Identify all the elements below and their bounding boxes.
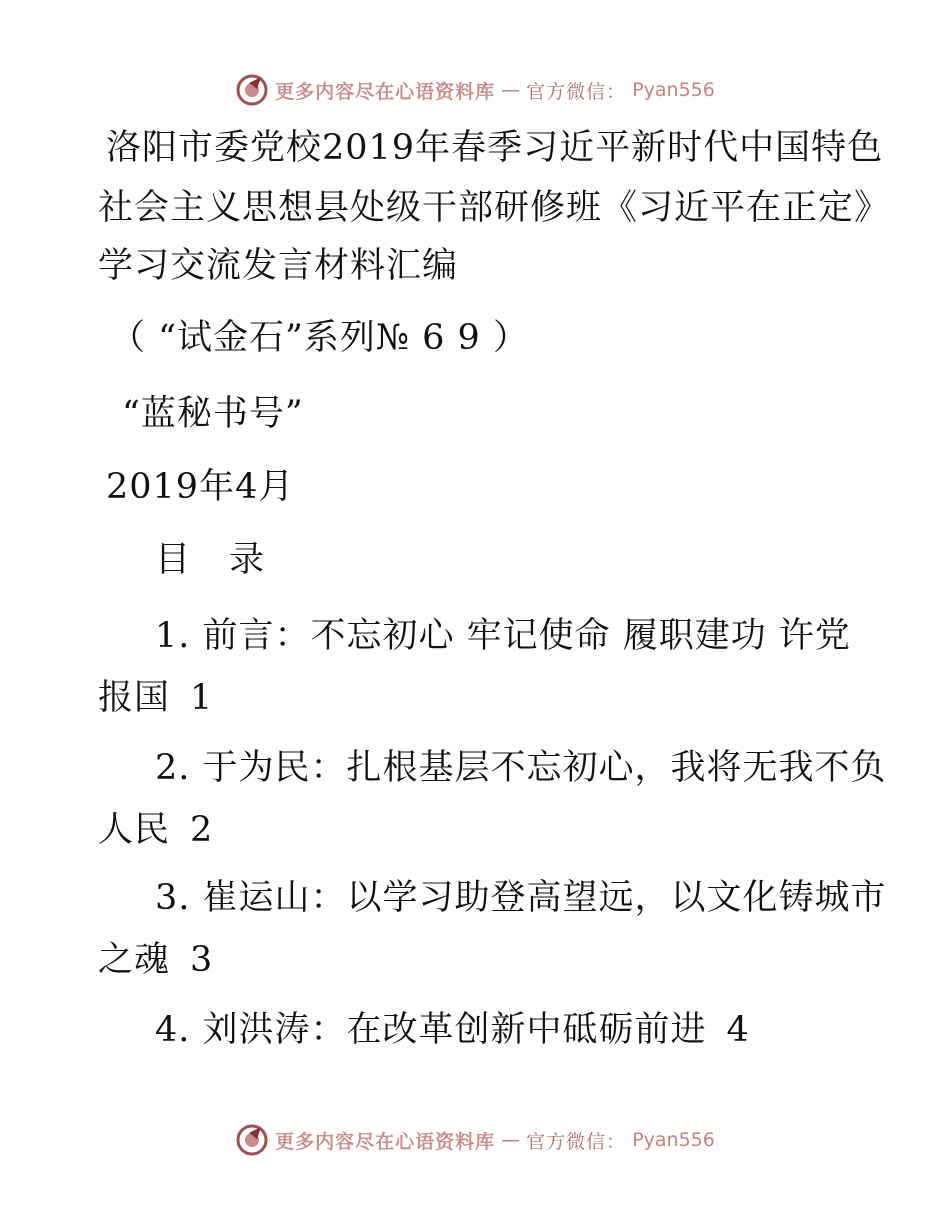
toc-item-3-line-1: 3. 崔运山：以学习助登高望远，以文化铸城市 bbox=[155, 878, 887, 918]
toc-item-4-page: 4 bbox=[726, 1010, 750, 1050]
logo-icon bbox=[235, 1123, 269, 1157]
toc-item-4-text: 4. 刘洪涛：在改革创新中砥砺前进 bbox=[155, 1010, 707, 1050]
toc-item-1-page: 1 bbox=[190, 678, 214, 718]
toc-item-1-line-1: 1. 前言：不忘初心 牢记使命 履职建功 许党 bbox=[155, 616, 851, 656]
title-line-3: 学习交流发言材料汇编 bbox=[98, 246, 459, 286]
toc-item-1-line-2 bbox=[98, 676, 858, 720]
toc-item-3-line-2 bbox=[98, 938, 858, 982]
series-label: （ “试金石”系列№ 6 9 ） bbox=[110, 318, 529, 358]
date-label: 2019年4月 bbox=[106, 467, 295, 507]
toc-item-3-text: 之魂 bbox=[98, 940, 171, 980]
title-line-1: 洛阳市委党校2019年春季习近平新时代中国特色 bbox=[106, 128, 884, 168]
watermark-banner-top bbox=[0, 70, 950, 110]
toc-item-1-text: 报国 bbox=[98, 678, 171, 718]
title-line-2: 社会主义思想县处级干部研修班《习近平在正定》 bbox=[98, 188, 891, 228]
watermark-wechat-label: 官方微信： bbox=[526, 80, 627, 103]
watermark-text: 更多内容尽在心语资料库 bbox=[275, 80, 496, 103]
toc-title: 目 录 bbox=[155, 540, 279, 580]
watermark-content bbox=[235, 73, 715, 107]
watermark-wechat-label: 官方微信： bbox=[526, 1130, 627, 1153]
watermark-content bbox=[235, 1123, 715, 1157]
brand-label: “蓝秘书号” bbox=[122, 394, 304, 434]
watermark-wechat-id: Pyan556 bbox=[632, 79, 715, 101]
toc-item-2-line-1: 2. 于为民：扎根基层不忘初心，我将无我不负 bbox=[155, 748, 887, 788]
watermark-separator: — bbox=[501, 79, 521, 101]
toc-item-2-line-2 bbox=[98, 808, 858, 852]
watermark-text: 更多内容尽在心语资料库 bbox=[275, 1130, 496, 1153]
toc-item-4-line-1 bbox=[155, 1008, 915, 1052]
logo-icon bbox=[235, 73, 269, 107]
toc-item-2-page: 2 bbox=[190, 810, 214, 850]
toc-item-3-page: 3 bbox=[190, 940, 214, 980]
toc-item-2-text: 人民 bbox=[98, 810, 171, 850]
watermark-separator: — bbox=[501, 1129, 521, 1151]
watermark-wechat-id: Pyan556 bbox=[632, 1129, 715, 1151]
watermark-banner-bottom bbox=[0, 1120, 950, 1160]
